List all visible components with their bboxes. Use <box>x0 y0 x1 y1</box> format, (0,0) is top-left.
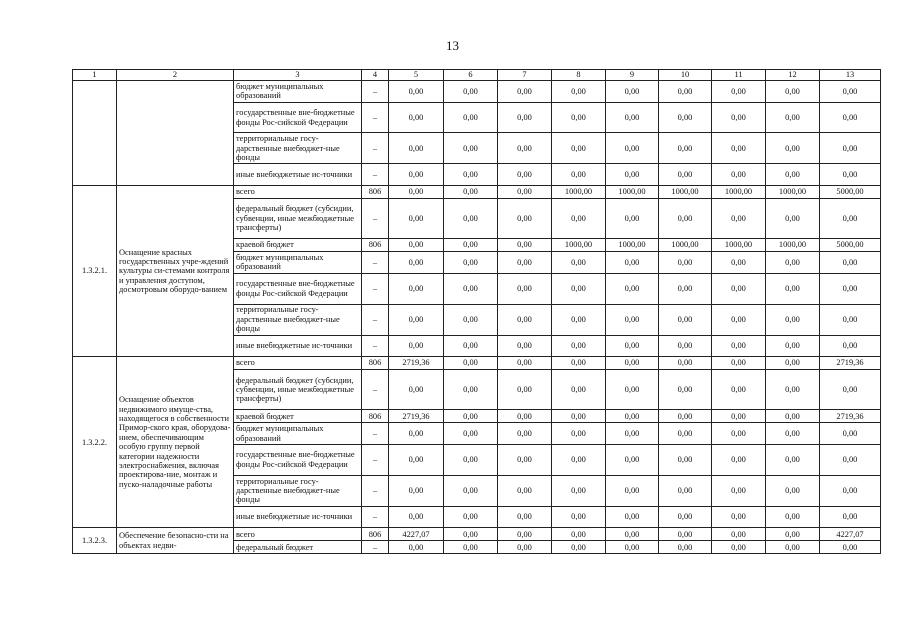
value-cell: 0,00 <box>389 81 444 103</box>
value-cell: 0,00 <box>766 357 820 370</box>
value-cell: 0,00 <box>712 410 766 423</box>
value-cell: 0,00 <box>712 102 766 133</box>
value-cell: 0,00 <box>820 164 881 186</box>
value-cell: 0,00 <box>552 370 606 410</box>
source-cell: всего <box>234 357 362 370</box>
page-number: 13 <box>446 38 459 53</box>
value-cell: 0,00 <box>766 198 820 238</box>
value-cell: 0,00 <box>766 541 820 554</box>
value-cell: 0,00 <box>606 475 659 506</box>
value-cell: 0,00 <box>552 102 606 133</box>
value-cell: 0,00 <box>820 370 881 410</box>
value-cell: 0,00 <box>606 541 659 554</box>
value-cell: 4227,07 <box>389 528 444 541</box>
column-4-cell: – <box>362 252 389 274</box>
value-cell: 1000,00 <box>659 185 712 198</box>
budget-table-body <box>73 70 881 554</box>
source-cell: государственные вне-бюджетные фонды Рос-сийской Федерации <box>234 444 362 475</box>
table-row <box>73 357 881 370</box>
value-cell: 0,00 <box>712 357 766 370</box>
value-cell: 0,00 <box>498 164 552 186</box>
value-cell: 0,00 <box>389 506 444 528</box>
value-cell: 0,00 <box>606 198 659 238</box>
value-cell: 0,00 <box>606 304 659 335</box>
value-cell: 0,00 <box>444 475 498 506</box>
value-cell: 5000,00 <box>820 185 881 198</box>
column-number: 11 <box>712 70 766 81</box>
source-cell: государственные вне-бюджетные фонды Рос-сийской Федерации <box>234 102 362 133</box>
value-cell: 0,00 <box>766 444 820 475</box>
value-cell: 0,00 <box>444 133 498 164</box>
source-cell: территориальные госу-дарственные внебюджет-ные фонды <box>234 475 362 506</box>
value-cell: 0,00 <box>552 444 606 475</box>
column-4-cell: – <box>362 370 389 410</box>
value-cell: 0,00 <box>766 506 820 528</box>
value-cell: 0,00 <box>606 370 659 410</box>
value-cell: 0,00 <box>659 198 712 238</box>
column-4-cell: – <box>362 541 389 554</box>
value-cell: 0,00 <box>820 475 881 506</box>
value-cell: 0,00 <box>498 475 552 506</box>
column-number: 13 <box>820 70 881 81</box>
source-cell: бюджет муниципальных образований <box>234 252 362 274</box>
column-number: 5 <box>389 70 444 81</box>
value-cell: 0,00 <box>498 81 552 103</box>
column-number: 10 <box>659 70 712 81</box>
column-4-cell: – <box>362 475 389 506</box>
value-cell: 0,00 <box>820 198 881 238</box>
value-cell: 0,00 <box>389 252 444 274</box>
value-cell: 0,00 <box>820 335 881 357</box>
value-cell: 0,00 <box>712 506 766 528</box>
column-number: 12 <box>766 70 820 81</box>
column-4-cell: – <box>362 164 389 186</box>
value-cell: 0,00 <box>444 410 498 423</box>
value-cell: 0,00 <box>659 273 712 304</box>
value-cell: 0,00 <box>659 423 712 445</box>
value-cell: 0,00 <box>552 273 606 304</box>
source-cell: федеральный бюджет <box>234 541 362 554</box>
value-cell: 0,00 <box>444 164 498 186</box>
value-cell: 0,00 <box>820 506 881 528</box>
value-cell: 0,00 <box>766 423 820 445</box>
value-cell: 4227,07 <box>820 528 881 541</box>
source-cell: всего <box>234 185 362 198</box>
source-cell: иные внебюджетные ис-точники <box>234 506 362 528</box>
value-cell: 0,00 <box>606 273 659 304</box>
empty-code-cell <box>73 81 117 186</box>
value-cell: 0,00 <box>389 239 444 252</box>
column-4-cell: – <box>362 423 389 445</box>
value-cell: 0,00 <box>552 506 606 528</box>
value-cell: 1000,00 <box>712 239 766 252</box>
value-cell: 0,00 <box>766 133 820 164</box>
value-cell: 0,00 <box>712 423 766 445</box>
value-cell: 0,00 <box>766 475 820 506</box>
value-cell: 0,00 <box>606 335 659 357</box>
value-cell: 0,00 <box>389 164 444 186</box>
value-cell: 0,00 <box>766 370 820 410</box>
value-cell: 0,00 <box>389 198 444 238</box>
value-cell: 0,00 <box>659 444 712 475</box>
value-cell: 0,00 <box>552 528 606 541</box>
value-cell: 0,00 <box>606 506 659 528</box>
value-cell: 0,00 <box>552 252 606 274</box>
value-cell: 0,00 <box>444 102 498 133</box>
value-cell: 0,00 <box>552 423 606 445</box>
value-cell: 0,00 <box>606 133 659 164</box>
value-cell: 0,00 <box>712 335 766 357</box>
value-cell: 0,00 <box>498 133 552 164</box>
value-cell: 1000,00 <box>766 239 820 252</box>
value-cell: 0,00 <box>712 133 766 164</box>
column-number: 7 <box>498 70 552 81</box>
value-cell: 0,00 <box>712 81 766 103</box>
value-cell: 0,00 <box>498 198 552 238</box>
value-cell: 0,00 <box>659 164 712 186</box>
value-cell: 0,00 <box>766 410 820 423</box>
column-number: 6 <box>444 70 498 81</box>
value-cell: 0,00 <box>659 102 712 133</box>
value-cell: 0,00 <box>820 252 881 274</box>
value-cell: 0,00 <box>606 252 659 274</box>
value-cell: 2719,36 <box>820 357 881 370</box>
budget-table <box>72 69 881 554</box>
value-cell: 5000,00 <box>820 239 881 252</box>
column-4-cell: 806 <box>362 528 389 541</box>
value-cell: 0,00 <box>659 528 712 541</box>
value-cell: 2719,36 <box>389 357 444 370</box>
item-code: 1.3.2.3. <box>73 528 117 554</box>
value-cell: 0,00 <box>766 273 820 304</box>
value-cell: 0,00 <box>498 252 552 274</box>
value-cell: 0,00 <box>498 102 552 133</box>
source-cell: бюджет муниципальных образований <box>234 423 362 445</box>
value-cell: 0,00 <box>444 541 498 554</box>
value-cell: 0,00 <box>498 506 552 528</box>
value-cell: 0,00 <box>766 304 820 335</box>
value-cell: 1000,00 <box>766 185 820 198</box>
source-cell: всего <box>234 528 362 541</box>
value-cell: 0,00 <box>820 81 881 103</box>
source-cell: государственные вне-бюджетные фонды Рос-сийской Федерации <box>234 273 362 304</box>
source-cell: территориальные госу-дарственные внебюджет-ные фонды <box>234 133 362 164</box>
value-cell: 0,00 <box>712 273 766 304</box>
value-cell: 0,00 <box>606 423 659 445</box>
value-cell: 0,00 <box>389 185 444 198</box>
value-cell: 0,00 <box>712 252 766 274</box>
value-cell: 0,00 <box>389 102 444 133</box>
value-cell: 0,00 <box>552 304 606 335</box>
value-cell: 0,00 <box>659 541 712 554</box>
value-cell: 0,00 <box>444 304 498 335</box>
value-cell: 0,00 <box>444 198 498 238</box>
item-code: 1.3.2.1. <box>73 185 117 356</box>
value-cell: 0,00 <box>766 164 820 186</box>
column-4-cell: – <box>362 102 389 133</box>
value-cell: 0,00 <box>552 410 606 423</box>
value-cell: 0,00 <box>498 370 552 410</box>
column-number: 2 <box>117 70 234 81</box>
value-cell: 0,00 <box>712 475 766 506</box>
value-cell: 0,00 <box>444 357 498 370</box>
value-cell: 0,00 <box>498 410 552 423</box>
value-cell: 0,00 <box>712 304 766 335</box>
column-4-cell: 806 <box>362 357 389 370</box>
value-cell: 1000,00 <box>606 185 659 198</box>
value-cell: 0,00 <box>444 528 498 541</box>
value-cell: 0,00 <box>659 81 712 103</box>
column-4-cell: – <box>362 335 389 357</box>
value-cell: 0,00 <box>712 444 766 475</box>
column-4-cell: – <box>362 273 389 304</box>
value-cell: 0,00 <box>552 198 606 238</box>
value-cell: 0,00 <box>552 541 606 554</box>
value-cell: 0,00 <box>659 357 712 370</box>
value-cell: 0,00 <box>389 475 444 506</box>
value-cell: 0,00 <box>498 273 552 304</box>
value-cell: 0,00 <box>659 506 712 528</box>
column-4-cell: – <box>362 198 389 238</box>
value-cell: 1000,00 <box>659 239 712 252</box>
value-cell: 0,00 <box>712 541 766 554</box>
value-cell: 0,00 <box>606 444 659 475</box>
value-cell: 0,00 <box>389 423 444 445</box>
value-cell: 0,00 <box>498 357 552 370</box>
value-cell: 0,00 <box>444 252 498 274</box>
value-cell: 0,00 <box>444 81 498 103</box>
value-cell: 0,00 <box>820 423 881 445</box>
value-cell: 0,00 <box>606 81 659 103</box>
empty-name-cell <box>117 81 234 186</box>
table-row <box>73 185 881 198</box>
column-4-cell: – <box>362 81 389 103</box>
source-cell: краевой бюджет <box>234 239 362 252</box>
header-row <box>73 70 881 81</box>
value-cell: 0,00 <box>444 335 498 357</box>
source-cell: федеральный бюджет (субсидии, субвенции, иные межбюджетные трансферты) <box>234 198 362 238</box>
value-cell: 0,00 <box>444 506 498 528</box>
value-cell: 0,00 <box>389 335 444 357</box>
value-cell: 0,00 <box>606 164 659 186</box>
value-cell: 0,00 <box>659 475 712 506</box>
value-cell: 0,00 <box>444 273 498 304</box>
value-cell: 0,00 <box>712 370 766 410</box>
value-cell: 1000,00 <box>712 185 766 198</box>
value-cell: 0,00 <box>606 410 659 423</box>
value-cell: 0,00 <box>820 304 881 335</box>
column-4-cell: 806 <box>362 410 389 423</box>
value-cell: 1000,00 <box>606 239 659 252</box>
value-cell: 0,00 <box>766 102 820 133</box>
column-number: 1 <box>73 70 117 81</box>
value-cell: 0,00 <box>712 528 766 541</box>
value-cell: 0,00 <box>444 239 498 252</box>
value-cell: 0,00 <box>552 81 606 103</box>
column-number: 3 <box>234 70 362 81</box>
value-cell: 0,00 <box>498 528 552 541</box>
item-name: Обеспечение безопасно-сти на объектах недви- <box>117 528 234 554</box>
value-cell: 2719,36 <box>820 410 881 423</box>
source-cell: иные внебюджетные ис-точники <box>234 164 362 186</box>
value-cell: 0,00 <box>659 370 712 410</box>
column-4-cell: – <box>362 444 389 475</box>
value-cell: 0,00 <box>389 541 444 554</box>
column-number: 8 <box>552 70 606 81</box>
item-name: Оснащение красных государственных учре-ждений культуры си-стемами контроля и управления доступом, досмотровым оборудо-ванием <box>117 185 234 356</box>
source-cell: иные внебюджетные ис-точники <box>234 335 362 357</box>
value-cell: 0,00 <box>498 444 552 475</box>
source-cell: бюджет муниципальных образований <box>234 81 362 103</box>
value-cell: 0,00 <box>552 133 606 164</box>
value-cell: 0,00 <box>498 423 552 445</box>
item-code: 1.3.2.2. <box>73 357 117 528</box>
value-cell: 0,00 <box>444 423 498 445</box>
value-cell: 0,00 <box>552 475 606 506</box>
value-cell: 0,00 <box>498 541 552 554</box>
source-cell: территориальные госу-дарственные внебюджет-ные фонды <box>234 304 362 335</box>
value-cell: 0,00 <box>820 273 881 304</box>
source-cell: федеральный бюджет (субсидии, субвенции, иные межбюджетные трансферты) <box>234 370 362 410</box>
column-4-cell: – <box>362 133 389 164</box>
value-cell: 0,00 <box>659 304 712 335</box>
value-cell: 1000,00 <box>552 185 606 198</box>
value-cell: 0,00 <box>444 185 498 198</box>
source-cell: краевой бюджет <box>234 410 362 423</box>
value-cell: 0,00 <box>389 370 444 410</box>
value-cell: 0,00 <box>712 164 766 186</box>
value-cell: 0,00 <box>766 252 820 274</box>
value-cell: 0,00 <box>606 102 659 133</box>
value-cell: 0,00 <box>820 444 881 475</box>
value-cell: 0,00 <box>444 444 498 475</box>
value-cell: 0,00 <box>766 528 820 541</box>
value-cell: 0,00 <box>659 335 712 357</box>
value-cell: 0,00 <box>498 335 552 357</box>
value-cell: 0,00 <box>552 335 606 357</box>
value-cell: 0,00 <box>659 252 712 274</box>
value-cell: 0,00 <box>606 528 659 541</box>
value-cell: 0,00 <box>552 164 606 186</box>
value-cell: 0,00 <box>444 370 498 410</box>
value-cell: 0,00 <box>389 304 444 335</box>
column-number: 9 <box>606 70 659 81</box>
value-cell: 0,00 <box>820 102 881 133</box>
column-number: 4 <box>362 70 389 81</box>
value-cell: 0,00 <box>766 335 820 357</box>
value-cell: 0,00 <box>659 410 712 423</box>
value-cell: 0,00 <box>606 357 659 370</box>
column-4-cell: – <box>362 506 389 528</box>
table-row <box>73 81 881 103</box>
value-cell: 0,00 <box>389 444 444 475</box>
column-4-cell: 806 <box>362 185 389 198</box>
value-cell: 0,00 <box>659 133 712 164</box>
value-cell: 0,00 <box>712 198 766 238</box>
item-name: Оснащение объектов недвижимого имуще-ства, находящегося в собственности Примор-ского края, оборудова-нием, обеспечивающим особую группу первой категории надежности электроснабжения, включая проектирова-ние, монтаж и пуско-наладочные работы <box>117 357 234 528</box>
value-cell: 0,00 <box>498 304 552 335</box>
value-cell: 0,00 <box>820 541 881 554</box>
value-cell: 0,00 <box>389 273 444 304</box>
column-4-cell: – <box>362 304 389 335</box>
value-cell: 0,00 <box>498 185 552 198</box>
value-cell: 0,00 <box>498 239 552 252</box>
value-cell: 0,00 <box>552 357 606 370</box>
value-cell: 0,00 <box>766 81 820 103</box>
value-cell: 2719,36 <box>389 410 444 423</box>
column-4-cell: 806 <box>362 239 389 252</box>
value-cell: 0,00 <box>820 133 881 164</box>
value-cell: 1000,00 <box>552 239 606 252</box>
value-cell: 0,00 <box>389 133 444 164</box>
table-row <box>73 528 881 541</box>
